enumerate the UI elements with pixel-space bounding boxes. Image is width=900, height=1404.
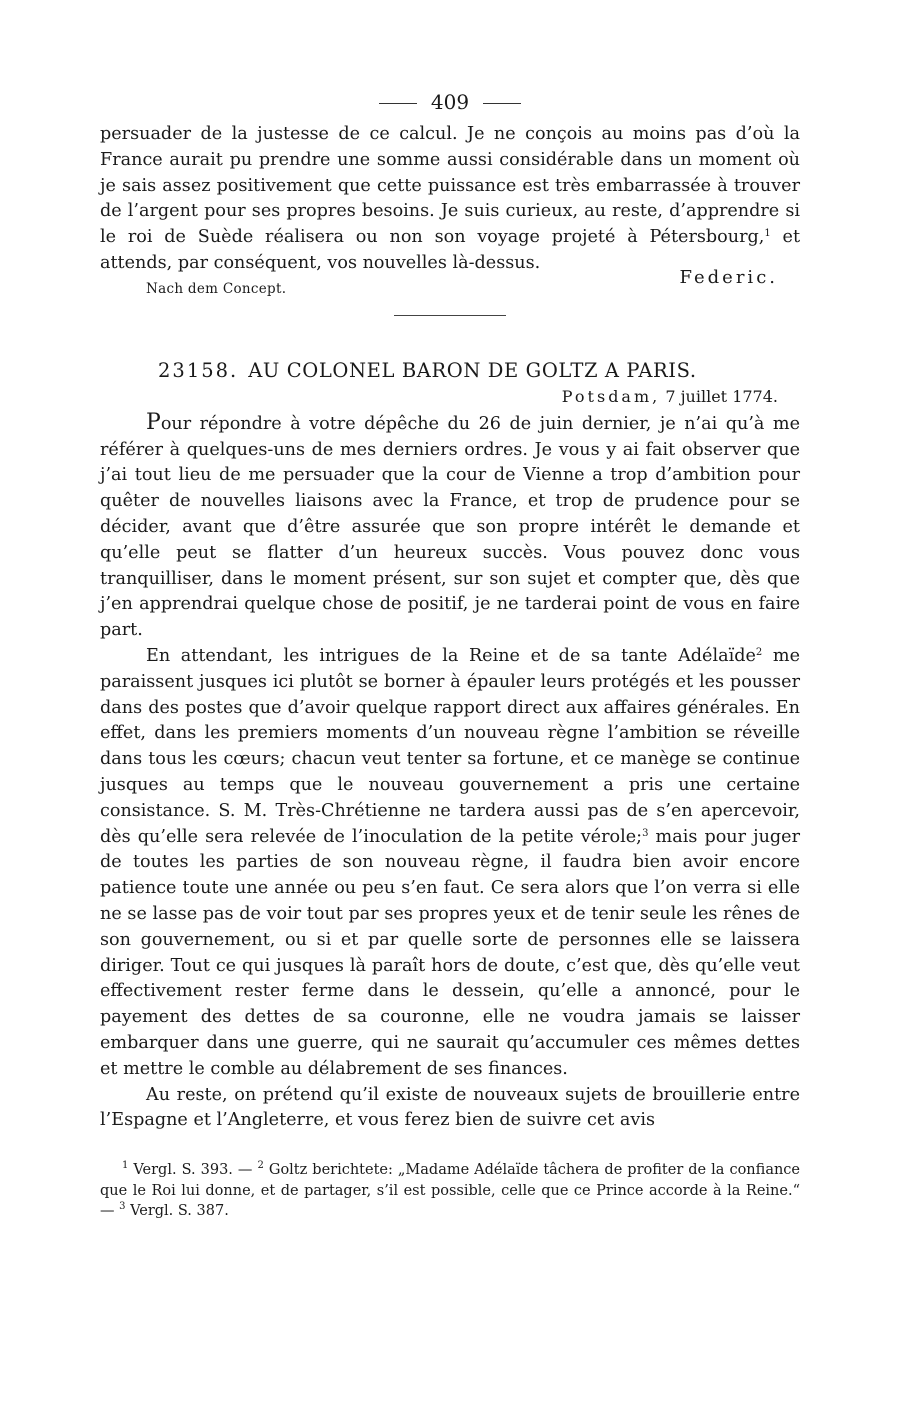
letter-paragraph-3	[100, 1083, 800, 1135]
paragraph-1-text: our répondre à votre dépêche du 26 de juin dernier, je n’ai qu’à me référer à quelques-uns de mes derniers ordres. Je vous y ai fait observer que j’ai tout lieu de me persuader que la cour de Vienne a trop d’ambition pour quêter de nouvelles liaisons avec la France, et trop de prudence pour se décider, avant que d’être assurée que son propre intérêt le demande et qu’elle peut se flatter d’un heureux succès. Vous pouvez donc vous tranquilliser, dans le moment présent, sur son sujet et compter que, dès que j’en apprendrai quelque chose de positif, je ne tarderai point de vous en faire part.	[100, 413, 800, 641]
section-separator	[394, 315, 506, 316]
letter-number: 23158.	[158, 358, 239, 382]
paragraph-2-text-b: me paraissent jusques ici plutôt se borner à épauler leurs protégés et les pousser dans des postes que d’avoir quelque rapport direct aux affaires générales. En effet, dans les premiers moments d’un nouveau règne l’ambition se réveille dans tous les cœurs; chacun veut tenter sa fortune, et ce manège se continue jusques au temps que le nouveau gouvernement a pris une certaine consistance. S. M. Très-Chrétienne ne tardera aussi pas de s’en apercevoir, dès qu’elle sera relevée de l’inoculation de la petite vérole;	[100, 645, 800, 847]
header-dash-right	[483, 103, 521, 104]
paragraph-3-text: Au reste, on prétend qu’il existe de nouveaux sujets de brouillerie entre l’Espagne et l’Angleterre, et vous ferez bien de suivre cet avis	[100, 1084, 800, 1131]
footnote-2-mark: 2	[257, 1160, 264, 1172]
page-number: 409	[430, 90, 470, 114]
closing-text: persuader de la justesse de ce calcul. Je ne conçois au moins pas d’où la France aurait pu prendre une somme aussi considérable dans un moment où je sais assez positivement que cette puissance est très embarrassée à trouver de l’argent pour ses propres besoins. Je suis curieux, au reste, d’apprendre si le roi de Suède réalisera ou non son voyage projeté à Pétersbourg,	[100, 124, 800, 248]
footnote-1-text: Vergl. S. 393. —	[128, 1162, 258, 1179]
paragraph-2-text-a: En attendant, les intrigues de la Reine et de sa tante Adélaïde	[146, 645, 756, 666]
closing-text-end: et attends, par conséquent, vos nouvelles là-dessus.	[100, 227, 801, 273]
page-header	[100, 86, 800, 120]
footnote-3-mark: 3	[119, 1201, 126, 1213]
paragraph-2-text-c: mais pour juger de toutes les parties de son nouveau règne, il faudra bien avoir encore patience toute une année ou peu s’en faut. Ce sera alors que l’on verra si elle ne se lasse pas de voir tout par ses propres yeux et de tenir seule les rênes de son gouvernement, ou si et par quelle sorte de personnes elle se laissera diriger. Tout ce qui jusques là paraît hors de doute, c’est que, dès qu’elle veut effectivement rester ferme dans le dessein, qu’elle a annoncé, pour le payement des dettes de sa couronne, elle ne voudra jamais se laisser embarquer dans une guerre, qui ne saurait qu’accumuler ces mêmes dettes et mettre le comble au délabrement de ses finances.	[100, 826, 800, 1079]
letter-heading	[100, 358, 800, 384]
paragraph-initial: P	[146, 409, 161, 435]
footnote-ref-3: 3	[642, 827, 649, 839]
footnote-block	[100, 1160, 800, 1222]
footnote-1-mark: 1	[122, 1160, 129, 1172]
document-page	[100, 86, 800, 1222]
letter-paragraph-2	[100, 644, 800, 1083]
dateline-date: 7 juillet 1774.	[665, 386, 778, 406]
dateline-place: Potsdam,	[561, 386, 661, 406]
signature-row	[100, 266, 800, 307]
footnotes	[100, 1160, 800, 1222]
letter-title: AU COLONEL BARON DE GOLTZ A PARIS.	[248, 358, 697, 382]
dateline	[100, 386, 778, 408]
footnote-ref-1: 1	[764, 228, 771, 240]
footnote-2-text: Goltz berichtete: „Madame Adélaïde tâchera de profiter de la confiance que le Roi lui donne, et de partager, s’il est possible, celle que ce Prince accorde à la Reine.“ —	[100, 1162, 801, 1220]
header-dash-left	[379, 103, 417, 104]
letter-paragraph-1	[100, 410, 800, 644]
footnote-ref-2: 2	[755, 646, 763, 658]
footnote-3-text: Vergl. S. 387.	[125, 1203, 229, 1220]
signature: Federic.	[679, 266, 778, 288]
source-note: Nach dem Concept.	[146, 280, 287, 297]
previous-letter-closing	[100, 122, 800, 277]
